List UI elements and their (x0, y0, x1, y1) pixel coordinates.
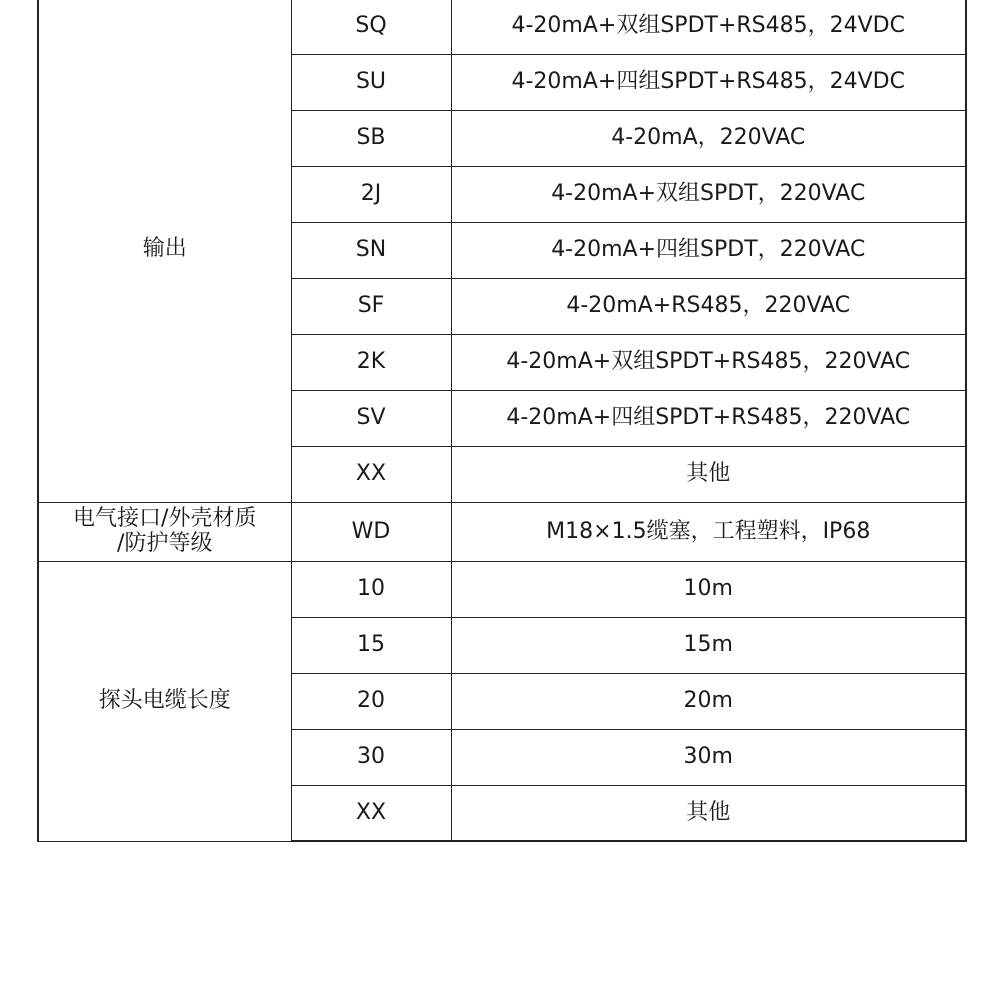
group-label-interface-line1: 电气接口/外壳材质 (73, 505, 257, 531)
desc-cell: 4-20mA+双组SPDT+RS485，220VAC (451, 334, 966, 390)
code-cell: SQ (291, 0, 451, 54)
spec-table (37, 0, 967, 842)
desc-cell: 10m (451, 561, 966, 617)
table-row (38, 0, 966, 54)
desc-cell: M18×1.5缆塞，工程塑料，IP68 (451, 502, 966, 561)
code-cell: SB (291, 110, 451, 166)
desc-cell: 4-20mA+四组SPDT，220VAC (451, 222, 966, 278)
code-cell: XX (291, 446, 451, 502)
code-cell: XX (291, 785, 451, 841)
code-cell: SN (291, 222, 451, 278)
desc-cell: 4-20mA+RS485，220VAC (451, 278, 966, 334)
code-cell: 15 (291, 617, 451, 673)
desc-cell: 4-20mA，220VAC (451, 110, 966, 166)
group-label-cable: 探头电缆长度 (38, 561, 291, 841)
code-cell: 2J (291, 166, 451, 222)
desc-cell: 15m (451, 617, 966, 673)
group-label-interface (38, 502, 291, 561)
code-cell: SF (291, 278, 451, 334)
code-cell: 20 (291, 673, 451, 729)
desc-cell: 4-20mA+双组SPDT，220VAC (451, 166, 966, 222)
group-label-interface-line2: /防护等级 (117, 530, 213, 556)
desc-cell: 20m (451, 673, 966, 729)
code-cell: WD (291, 502, 451, 561)
desc-cell: 30m (451, 729, 966, 785)
code-cell: SU (291, 54, 451, 110)
desc-cell: 其他 (451, 785, 966, 841)
group-label-output: 输出 (38, 0, 291, 502)
code-cell: SV (291, 390, 451, 446)
desc-cell: 4-20mA+四组SPDT+RS485，24VDC (451, 54, 966, 110)
table-row (38, 561, 966, 617)
code-cell: 10 (291, 561, 451, 617)
code-cell: 30 (291, 729, 451, 785)
table-row (38, 502, 966, 561)
desc-cell: 其他 (451, 446, 966, 502)
desc-cell: 4-20mA+四组SPDT+RS485，220VAC (451, 390, 966, 446)
code-cell: 2K (291, 334, 451, 390)
desc-cell: 4-20mA+双组SPDT+RS485，24VDC (451, 0, 966, 54)
